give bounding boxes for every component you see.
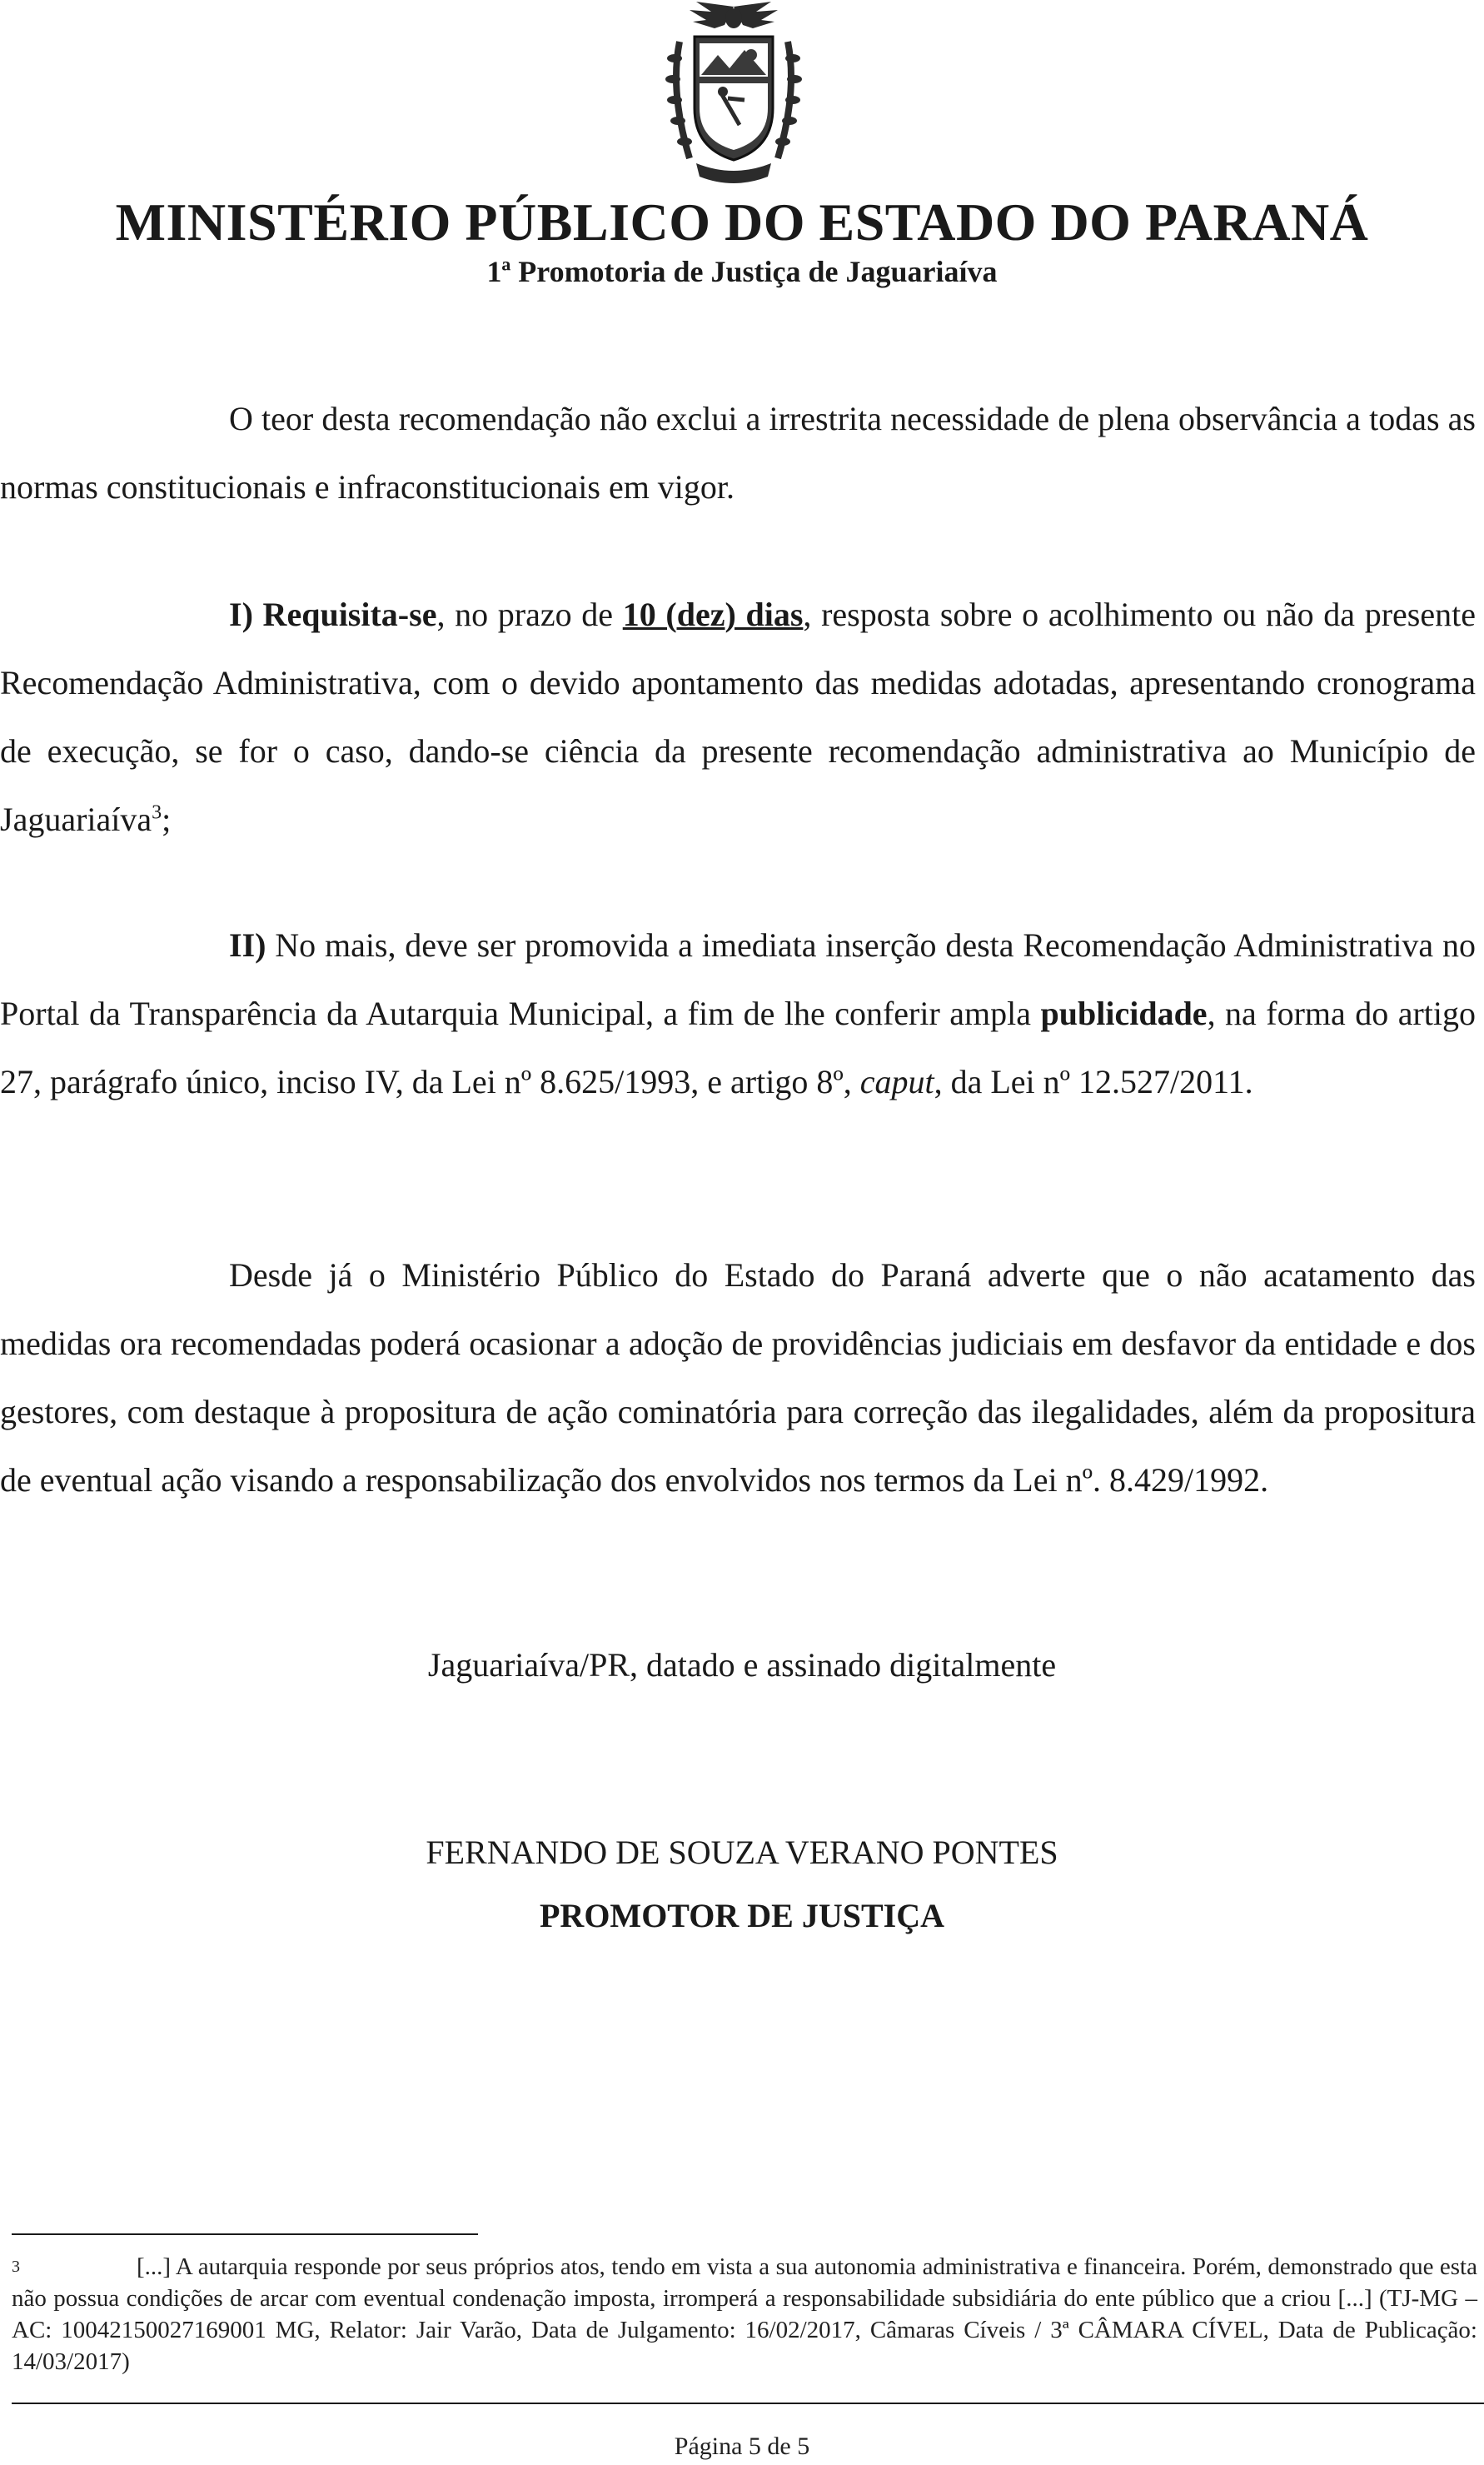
publicity-lead: II) [229,926,266,964]
publicity-text-1: No mais, deve ser promovida a imediata inserção desta Recomendação Administrativa no Portal da Transparência da Autarquia Municipal, a fim de lhe conferir ampla [0,926,1476,1032]
paragraph-warning [0,1241,1476,1514]
requisition-text-3: ; [162,801,172,838]
parana-state-coat-of-arms-icon [646,0,821,192]
requisition-lead: I) Requisita-se [229,596,437,633]
requisition-text-2: , resposta sobre o acolhimento ou não da presente Recomendação Administrativa, com o devido apontamento das medidas adotadas, apresentando cronograma de execução, se for o caso, dando-se ciência da presente recomendação administrativa ao Município de Jaguariaíva [0,596,1476,838]
paragraph-observance-text: O teor desta recomendação não exclui a irrestrita necessidade de plena observância a todas as normas constitucionais e infraconstitucionais em vigor. [0,400,1476,506]
paragraph-observance [0,385,1476,521]
page-number: Página 5 de 5 [674,2433,810,2460]
organization-title: MINISTÉRIO PÚBLICO DO ESTADO DO PARANÁ [115,192,1369,252]
signer-name: FERNANDO DE SOUZA VERANO PONTES [426,1834,1058,1871]
requisition-text-1: , no prazo de [436,596,623,633]
footnote-bottom-rule [12,2403,1484,2404]
paragraph-requisition [0,581,1476,854]
requisition-deadline: 10 (dez) dias [622,596,804,633]
publicity-italic-word: caput [859,1063,934,1100]
paragraph-warning-text: Desde já o Ministério Público do Estado do Paraná adverte que o não acatamento das medidas ora recomendadas poderá ocasionar a adoção de providências judiciais em desfavor da entidade e dos gestores, com destaque à propositura de ação cominatória para correção das ilegalidades, além da propositura de eventual ação visando a responsabilização dos envolvidos nos termos da Lei nº. 8.429/1992. [0,1256,1476,1499]
footnote-text: [...] A autarquia responde por seus próprios atos, tendo em vista a sua autonomia administrativa e financeira. Porém, demonstrado que esta não possua condições de arcar com eventual condenação imposta, irromperá a responsabilidade subsidiária do ente público que a criou [...] (TJ-MG – AC: 10042150027169001 MG, Relator: Jair Varão, Data de Julgamento: 16/02/2017, Câmaras Cíveis / 3ª CÂMARA CÍVEL, Data de Publicação: 14/03/2017) [12,2253,1477,2375]
publicity-text-2: , na forma do artigo 27, parágrafo único, inciso IV, da Lei nº 8.625/1993, e artigo 8º, [0,995,1477,1100]
footnote [12,2251,1477,2378]
signer-role: PROMOTOR DE JUSTIÇA [540,1897,944,1934]
publicity-bold-word: publicidade [1040,995,1208,1032]
publicity-text-3: , da Lei nº 12.527/2011. [934,1063,1253,1100]
footnote-separator [12,2233,478,2235]
footnote-marker: 3 [12,2258,20,2276]
footnote-reference[interactable]: 3 [152,801,162,824]
organization-subtitle: 1ª Promotoria de Justiça de Jaguariaíva [486,255,998,288]
place-and-date: Jaguariaíva/PR, datado e assinado digitalmente [427,1646,1057,1684]
paragraph-publicity [0,911,1476,1116]
